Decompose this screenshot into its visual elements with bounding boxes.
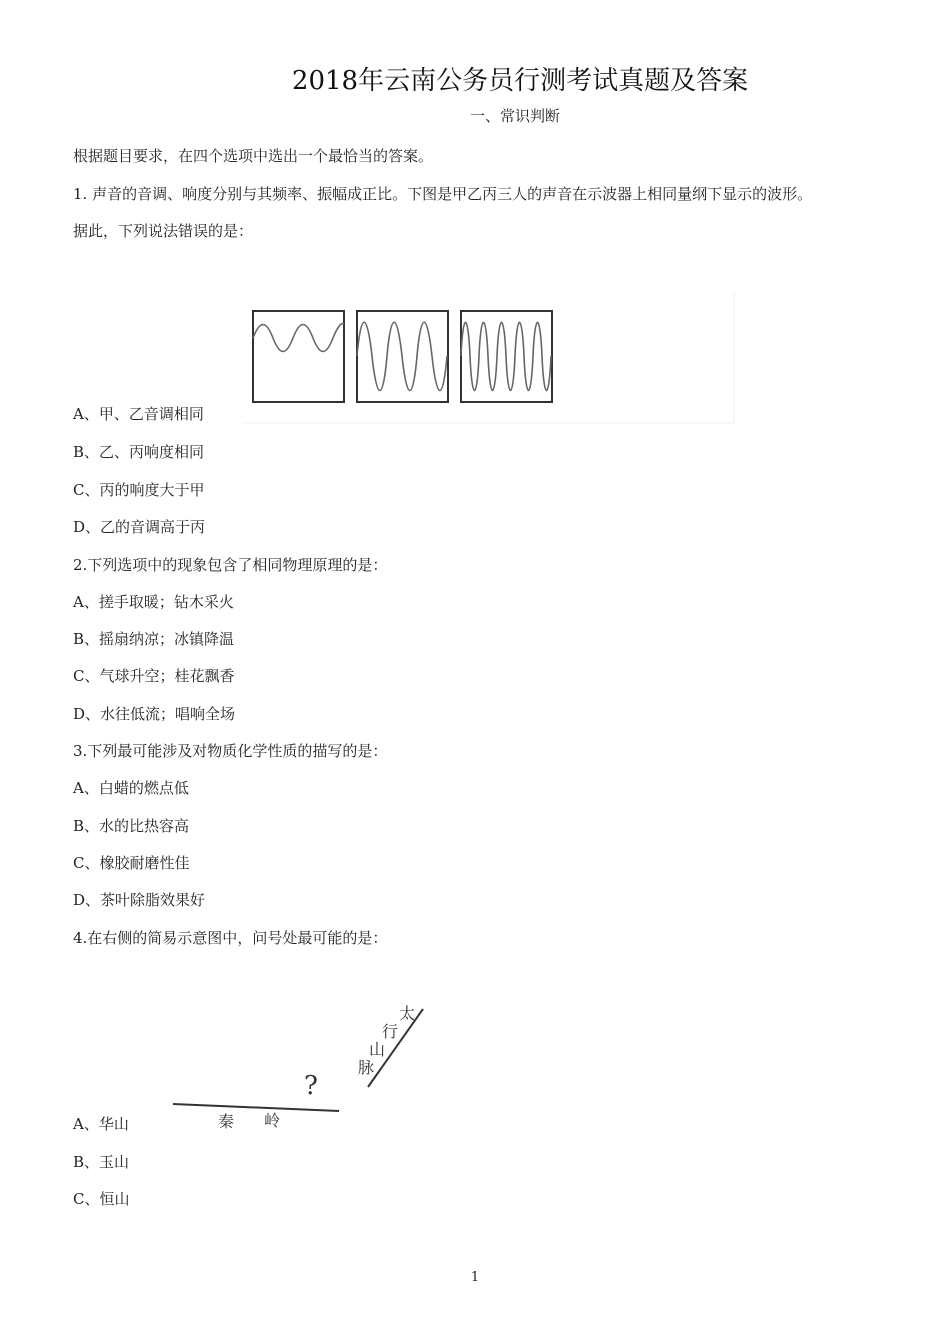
q3-option-c: C、橡胶耐磨性佳 xyxy=(73,854,190,872)
taihang-char-3: 山 xyxy=(369,1040,386,1059)
q1-option-a: A、甲、乙音调相同 xyxy=(73,405,204,423)
q4-option-c: C、恒山 xyxy=(73,1190,130,1208)
waveform-box-jia xyxy=(253,311,344,402)
section-heading: 一、常识判断 xyxy=(469,107,560,125)
mountain-sketch-map xyxy=(160,995,440,1140)
q3-option-d: D、茶叶除脂效果好 xyxy=(73,891,206,909)
q4-option-a: A、华山 xyxy=(73,1115,129,1133)
q3-option-a: A、白蜡的燃点低 xyxy=(73,779,189,797)
q2-option-a: A、搓手取暖；钻木采火 xyxy=(73,593,234,611)
q2-option-d: D、水往低流；唱响全场 xyxy=(73,705,236,723)
q3-option-b: B、水的比热容高 xyxy=(73,817,190,835)
instruction-text: 根据题目要求，在四个选项中选出一个最恰当的答案。 xyxy=(73,147,434,165)
q1-option-d: D、乙的音调高于丙 xyxy=(73,518,206,536)
qinling-mountain-line xyxy=(173,1104,339,1111)
page-number: 1 xyxy=(470,1270,480,1285)
q1-option-c: C、丙的响度大于甲 xyxy=(73,481,205,499)
taihang-char-1: 太 xyxy=(399,1004,416,1023)
taihang-char-4: 脉 xyxy=(358,1058,375,1077)
question-3-stem: 3.下列最可能涉及对物质化学性质的描写的是： xyxy=(73,742,388,760)
question-1-stem-line-2: 据此，下列说法错误的是： xyxy=(73,222,254,240)
qinling-char-2: 岭 xyxy=(264,1111,281,1130)
question-4-stem: 4.在右侧的简易示意图中，问号处最可能的是： xyxy=(73,929,388,947)
taihang-char-2: 行 xyxy=(382,1022,399,1041)
q4-option-b: B、玉山 xyxy=(73,1153,130,1171)
q2-option-b: B、摇扇纳凉；冰镇降温 xyxy=(73,630,235,648)
oscilloscope-waveforms-figure xyxy=(240,290,740,425)
question-1-stem-line-1: 1. 声音的音调、响度分别与其频率、振幅成正比。下图是甲乙丙三人的声音在示波器上相同量纲下显示的波形。 xyxy=(73,185,813,203)
question-2-stem: 2.下列选项中的现象包含了相同物理原理的是： xyxy=(73,556,388,574)
question-mark: ? xyxy=(304,1071,318,1101)
q2-option-c: C、气球升空；桂花飘香 xyxy=(73,667,235,685)
page-title: 2018年云南公务员行测考试真题及答案 xyxy=(291,66,749,96)
qinling-char-1: 秦 xyxy=(218,1112,235,1131)
q1-option-b: B、乙、丙响度相同 xyxy=(73,443,205,461)
